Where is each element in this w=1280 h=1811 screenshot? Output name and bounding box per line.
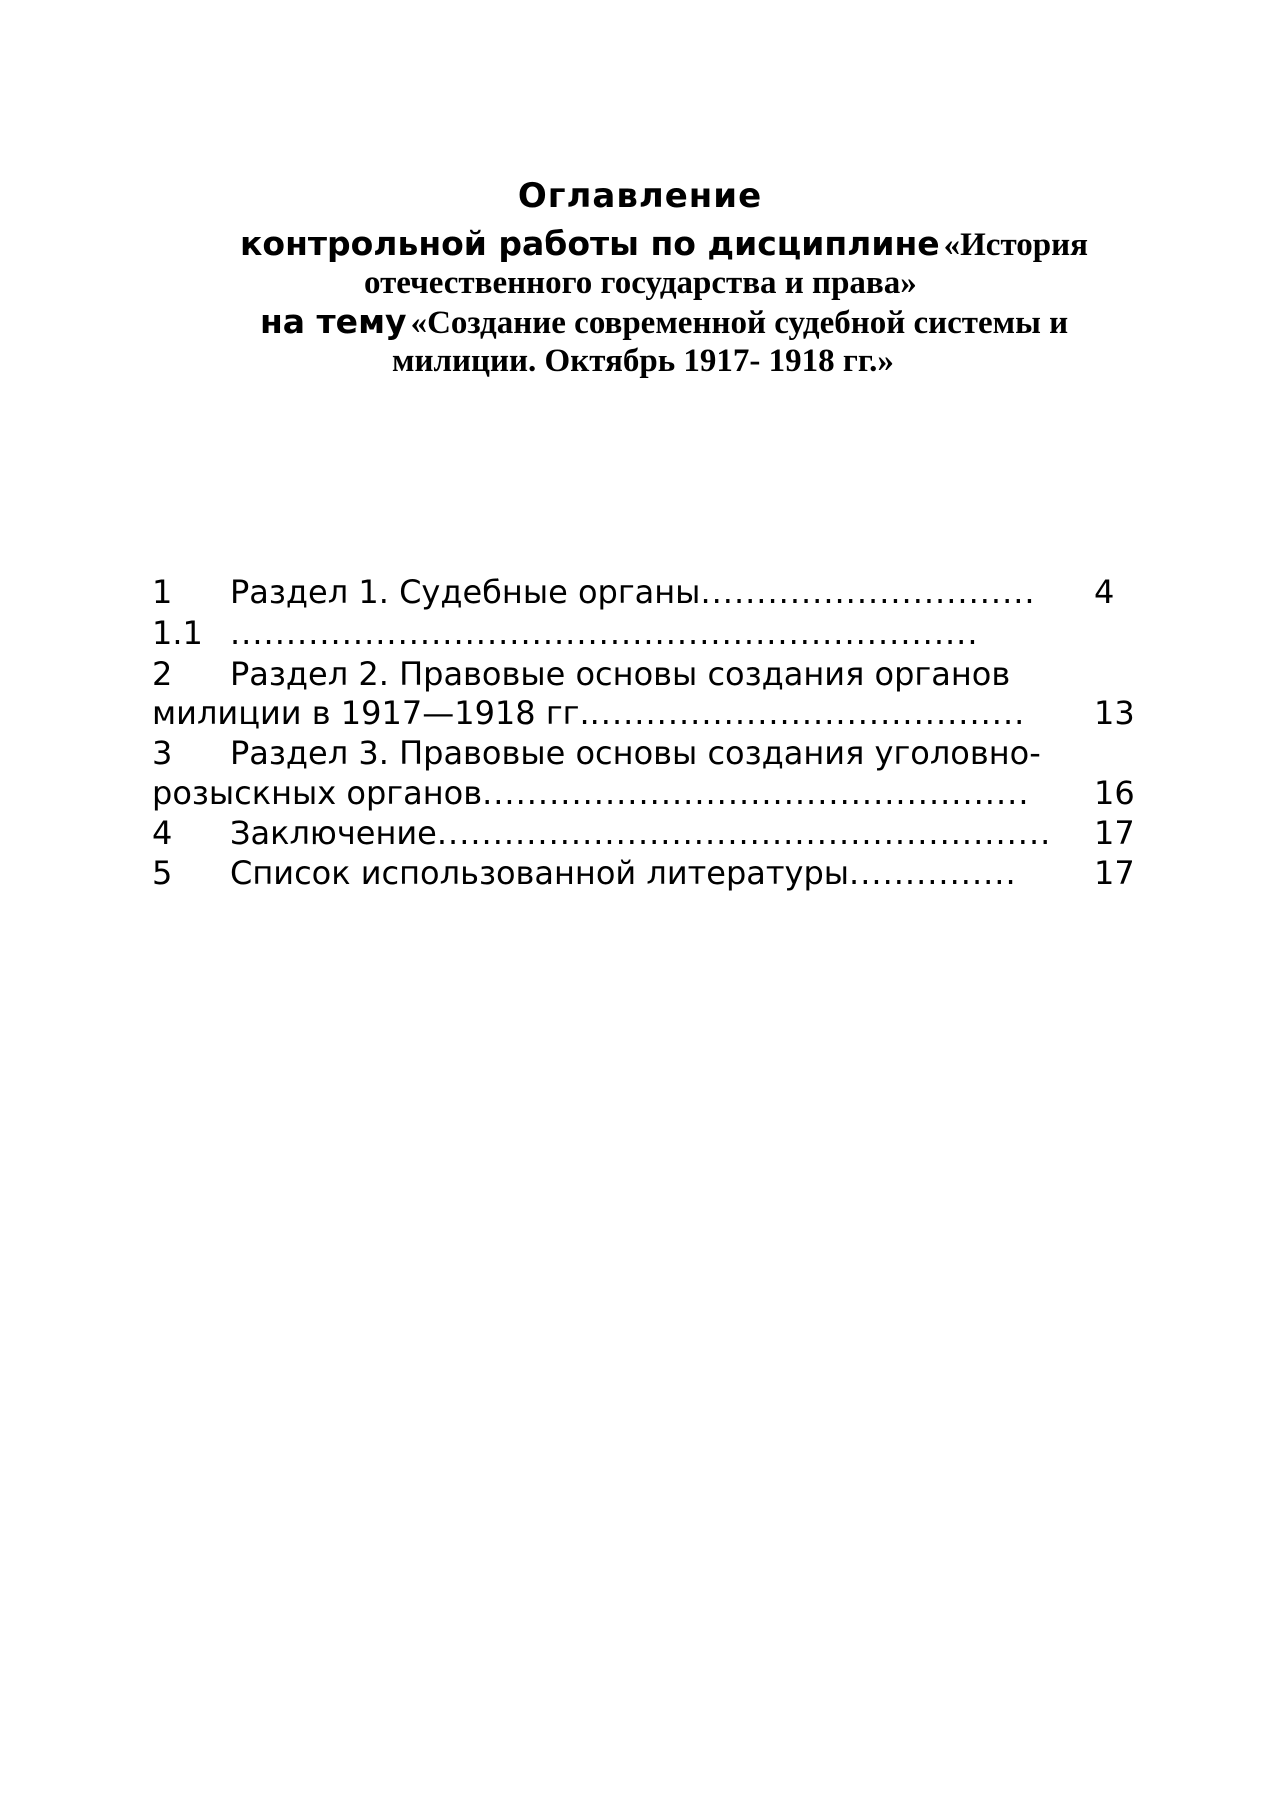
toc-page-number: 17 <box>1094 814 1135 852</box>
toc-entry[interactable] <box>152 854 1017 892</box>
toc-entry-text: Раздел 3. Правовые основы создания уголовно- <box>230 734 1041 772</box>
toc-leader: ................................................. <box>482 774 1030 812</box>
title-line-2-serif: «История <box>943 227 1088 263</box>
title-line-4-sans: на тему <box>260 302 407 341</box>
toc-entry-text: Раздел 1. Судебные органы <box>230 573 701 611</box>
toc-page-number: 13 <box>1094 694 1135 732</box>
toc-entry-number: 5 <box>152 854 173 892</box>
toc-entry-number: 1 <box>152 573 173 611</box>
title-line-2-sans: контрольной работы по дисциплине <box>240 224 940 263</box>
toc-entry-continued[interactable] <box>152 694 1025 732</box>
title-line-2 <box>240 224 1088 264</box>
toc-entry-number: 1.1 <box>152 614 203 652</box>
toc-entry-text: Раздел 2. Правовые основы создания органов <box>230 655 1011 693</box>
title-line-4-serif: «Создание современной судебной системы и <box>410 305 1069 341</box>
toc-entry[interactable] <box>152 734 1041 772</box>
toc-leader: ............... <box>849 854 1017 892</box>
toc-page-number: 16 <box>1094 774 1135 812</box>
toc-entry-continued[interactable] <box>152 774 1029 812</box>
title-line-4 <box>260 302 1068 342</box>
toc-entry[interactable] <box>152 814 1051 852</box>
toc-entry[interactable] <box>152 573 1036 611</box>
toc-entry-number: 3 <box>152 734 173 772</box>
title-line-5: милиции. Октябрь 1917- 1918 гг.» <box>392 343 894 379</box>
toc-entry-number: 4 <box>152 814 173 852</box>
toc-title: Оглавление <box>517 176 763 216</box>
toc-leader: ....................................................... <box>436 814 1052 852</box>
toc-page-number: 4 <box>1094 573 1115 611</box>
toc-entry-text: Список использованной литературы <box>230 854 850 892</box>
toc-leader: .............................. <box>700 573 1036 611</box>
toc-entry[interactable] <box>152 614 979 652</box>
toc-page-number: 17 <box>1094 854 1135 892</box>
title-line-3: отечественного государства и права» <box>364 265 917 301</box>
toc-entry-text: милиции в 1917—1918 гг. <box>152 694 590 732</box>
toc-entry[interactable] <box>152 655 1010 693</box>
toc-leader: ....................................... <box>589 694 1026 732</box>
toc-entry-number: 2 <box>152 655 173 693</box>
toc-entry-text: розыскных органов <box>152 774 483 812</box>
toc-entry-text: Заключение <box>230 814 437 852</box>
toc-leader: ................................................................... <box>230 614 979 652</box>
